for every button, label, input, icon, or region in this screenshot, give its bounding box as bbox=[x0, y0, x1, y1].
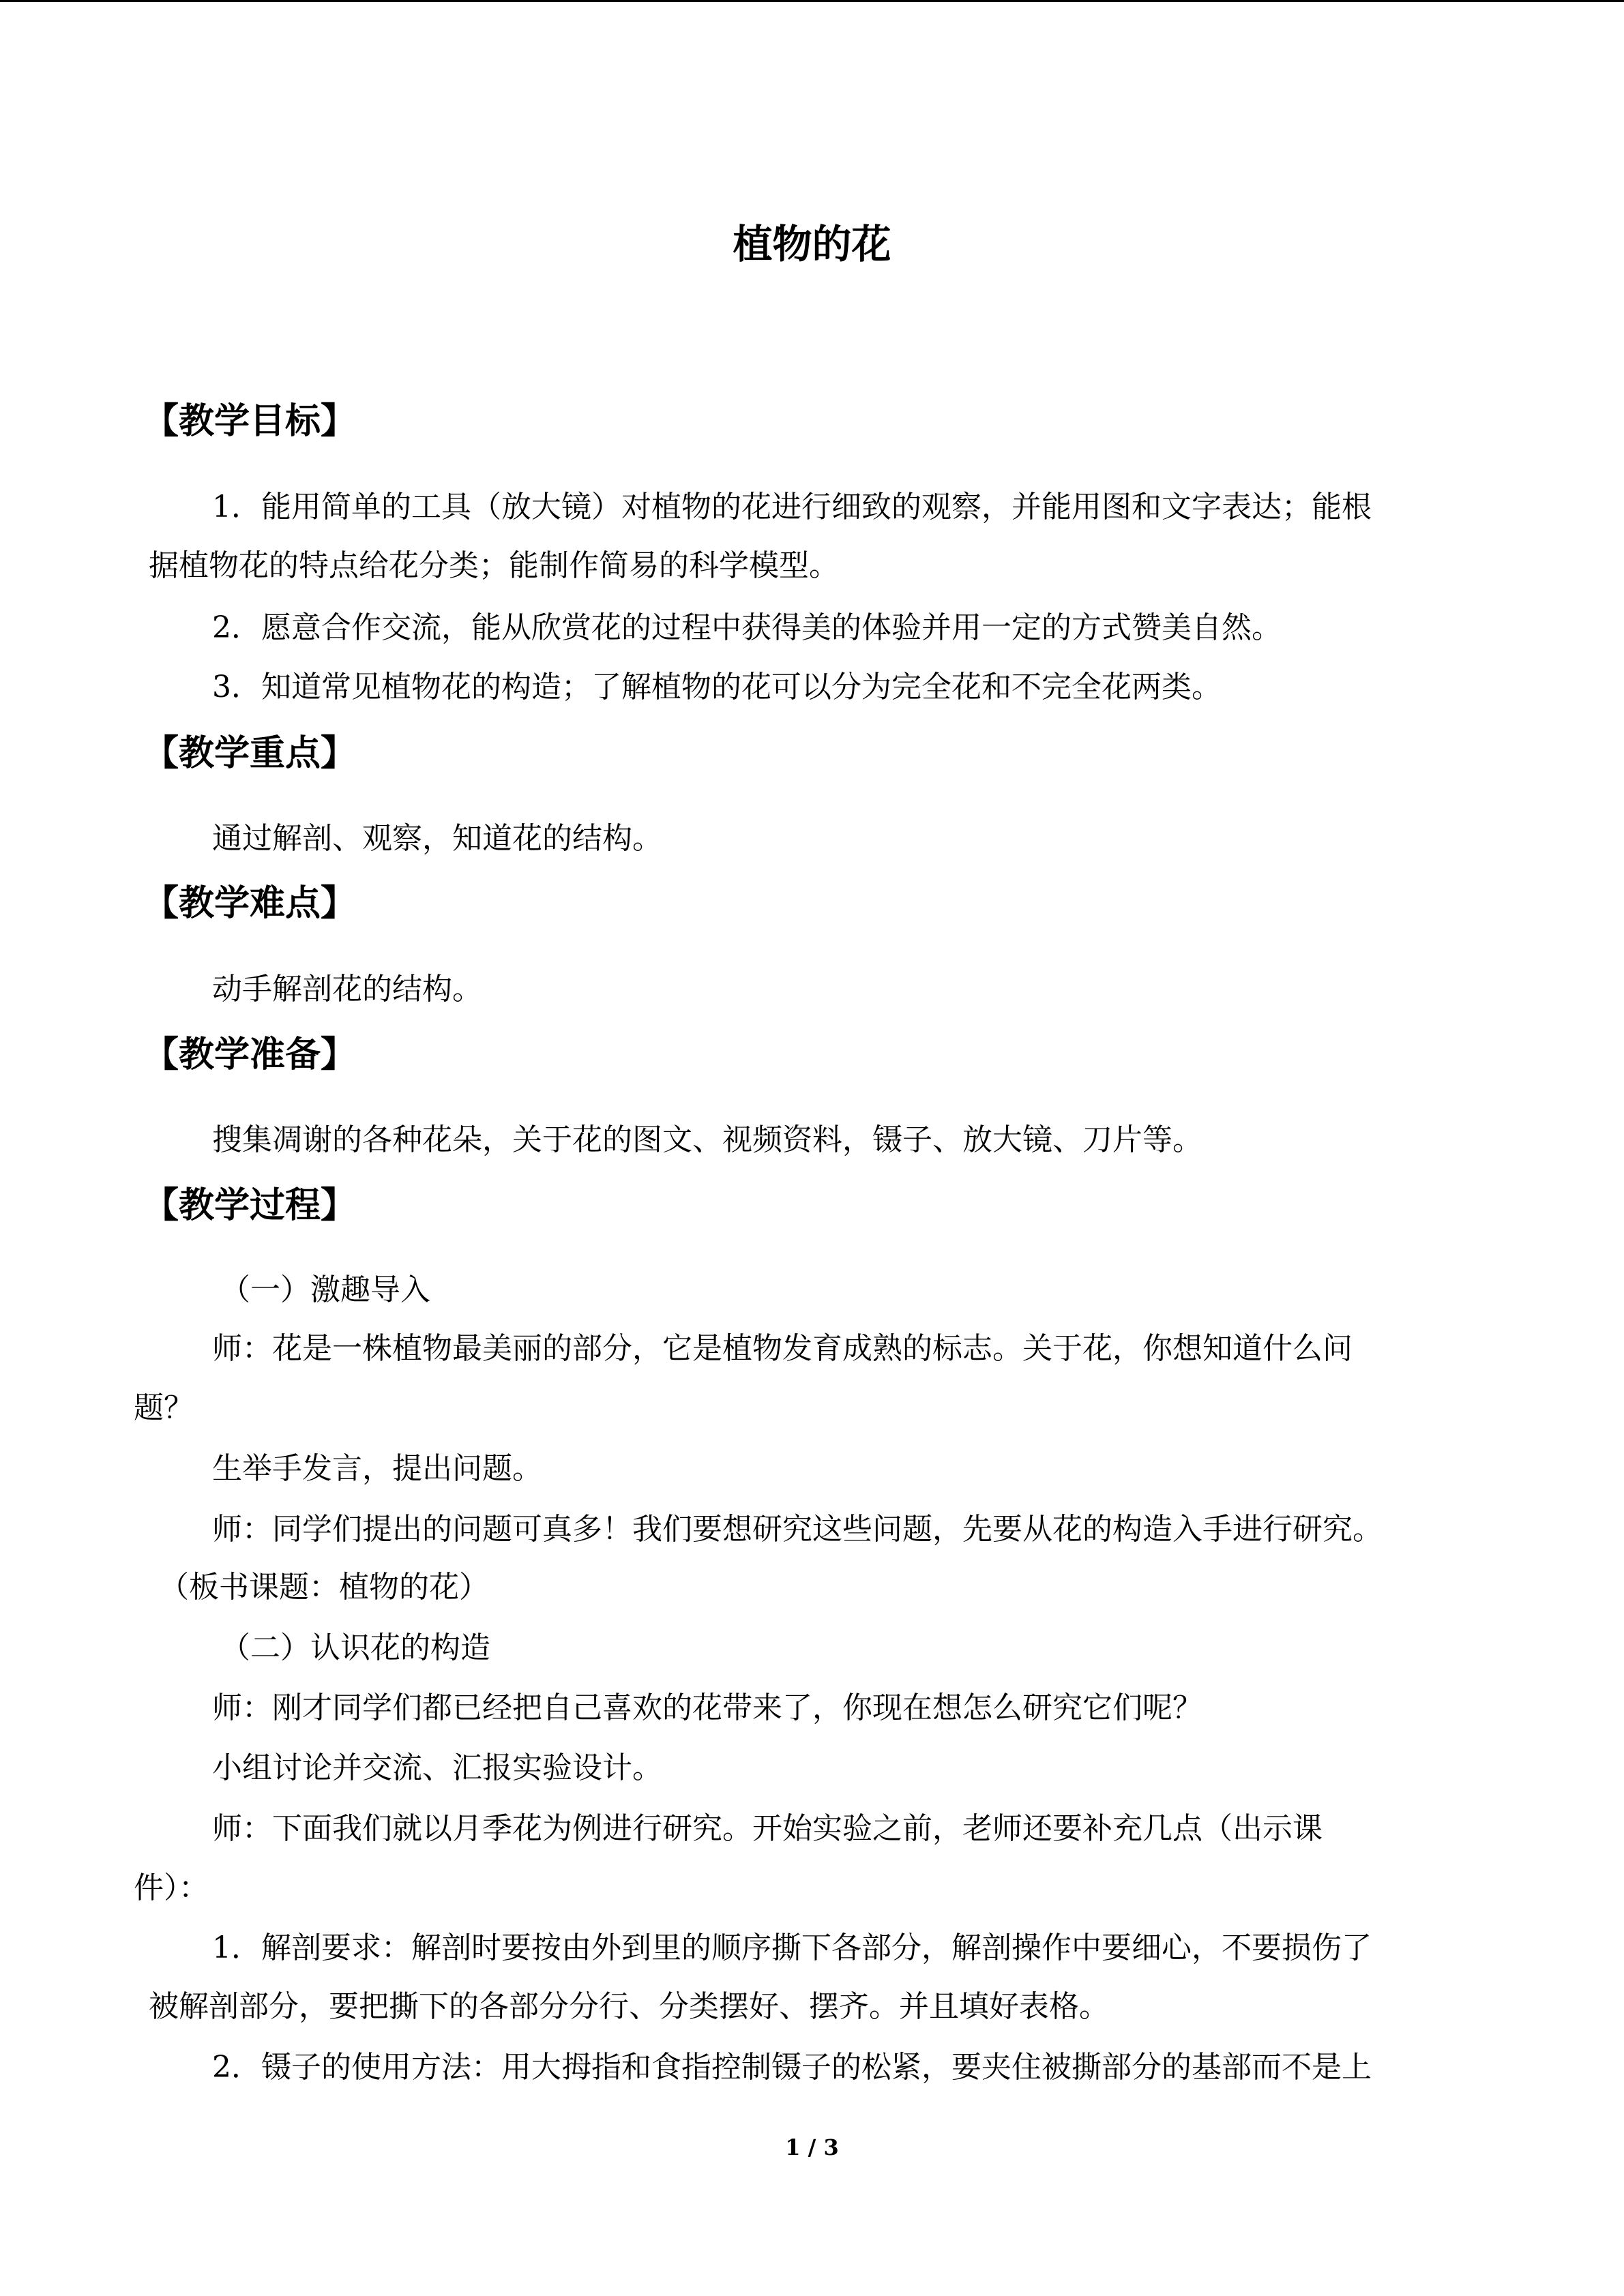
heading-process: 【教学过程】 bbox=[143, 1185, 357, 1226]
process-line: 师：同学们提出的问题可真多！我们要想研究这些问题，先要从花的构造入手进行研究。 bbox=[212, 1512, 1383, 1547]
process-line: （板书课题：植物的花） bbox=[159, 1570, 489, 1605]
objective-line: 3．知道常见植物花的构造；了解植物的花可以分为完全花和不完全花两类。 bbox=[212, 670, 1222, 704]
process-line: 题？ bbox=[134, 1390, 194, 1425]
process-line: （二）认识花的构造 bbox=[220, 1630, 490, 1665]
heading-objectives: 【教学目标】 bbox=[143, 401, 357, 442]
page-number: 1 / 3 bbox=[785, 2134, 839, 2160]
process-line: 师：刚才同学们都已经把自己喜欢的花带来了，你现在想怎么研究它们呢？ bbox=[212, 1690, 1202, 1725]
process-line: 生举手发言，提出问题。 bbox=[212, 1451, 542, 1486]
process-line: 小组讨论并交流、汇报实验设计。 bbox=[212, 1750, 662, 1785]
process-line: 1．解剖要求：解剖时要按由外到里的顺序撕下各部分，解剖操作中要细心，不要损伤了 bbox=[212, 1930, 1372, 1965]
process-line: 2．镊子的使用方法：用大拇指和食指控制镊子的松紧，要夹住被撕部分的基部而不是上 bbox=[212, 2050, 1372, 2085]
process-line: （一）激趣导入 bbox=[220, 1272, 430, 1307]
process-line: 师：花是一株植物最美丽的部分，它是植物发育成熟的标志。关于花，你想知道什么问 bbox=[212, 1331, 1353, 1366]
difficulty-line: 动手解剖花的结构。 bbox=[212, 972, 482, 1007]
preparation-line: 搜集凋谢的各种花朵，关于花的图文、视频资料，镊子、放大镜、刀片等。 bbox=[212, 1122, 1202, 1157]
heading-difficulties: 【教学难点】 bbox=[143, 883, 357, 924]
process-line: 被解剖部分，要把撕下的各部分分行、分类摆好、摆齐。并且填好表格。 bbox=[149, 1989, 1109, 2024]
objective-line: 据植物花的特点给花分类；能制作简易的科学模型。 bbox=[149, 548, 839, 583]
process-line: 师：下面我们就以月季花为例进行研究。开始实验之前，老师还要补充几点（出示课 bbox=[212, 1811, 1323, 1846]
heading-key-points: 【教学重点】 bbox=[143, 733, 357, 774]
top-border-line bbox=[0, 0, 1624, 2]
key-point-line: 通过解剖、观察，知道花的结构。 bbox=[212, 821, 662, 856]
heading-preparation: 【教学准备】 bbox=[143, 1034, 357, 1075]
document-title: 植物的花 bbox=[733, 221, 891, 267]
process-line: 件）： bbox=[134, 1870, 209, 1905]
objective-line: 1．能用简单的工具（放大镜）对植物的花进行细致的观察，并能用图和文字表达；能根 bbox=[212, 490, 1372, 524]
objective-line: 2．愿意合作交流，能从欣赏花的过程中获得美的体验并用一定的方式赞美自然。 bbox=[212, 610, 1282, 645]
